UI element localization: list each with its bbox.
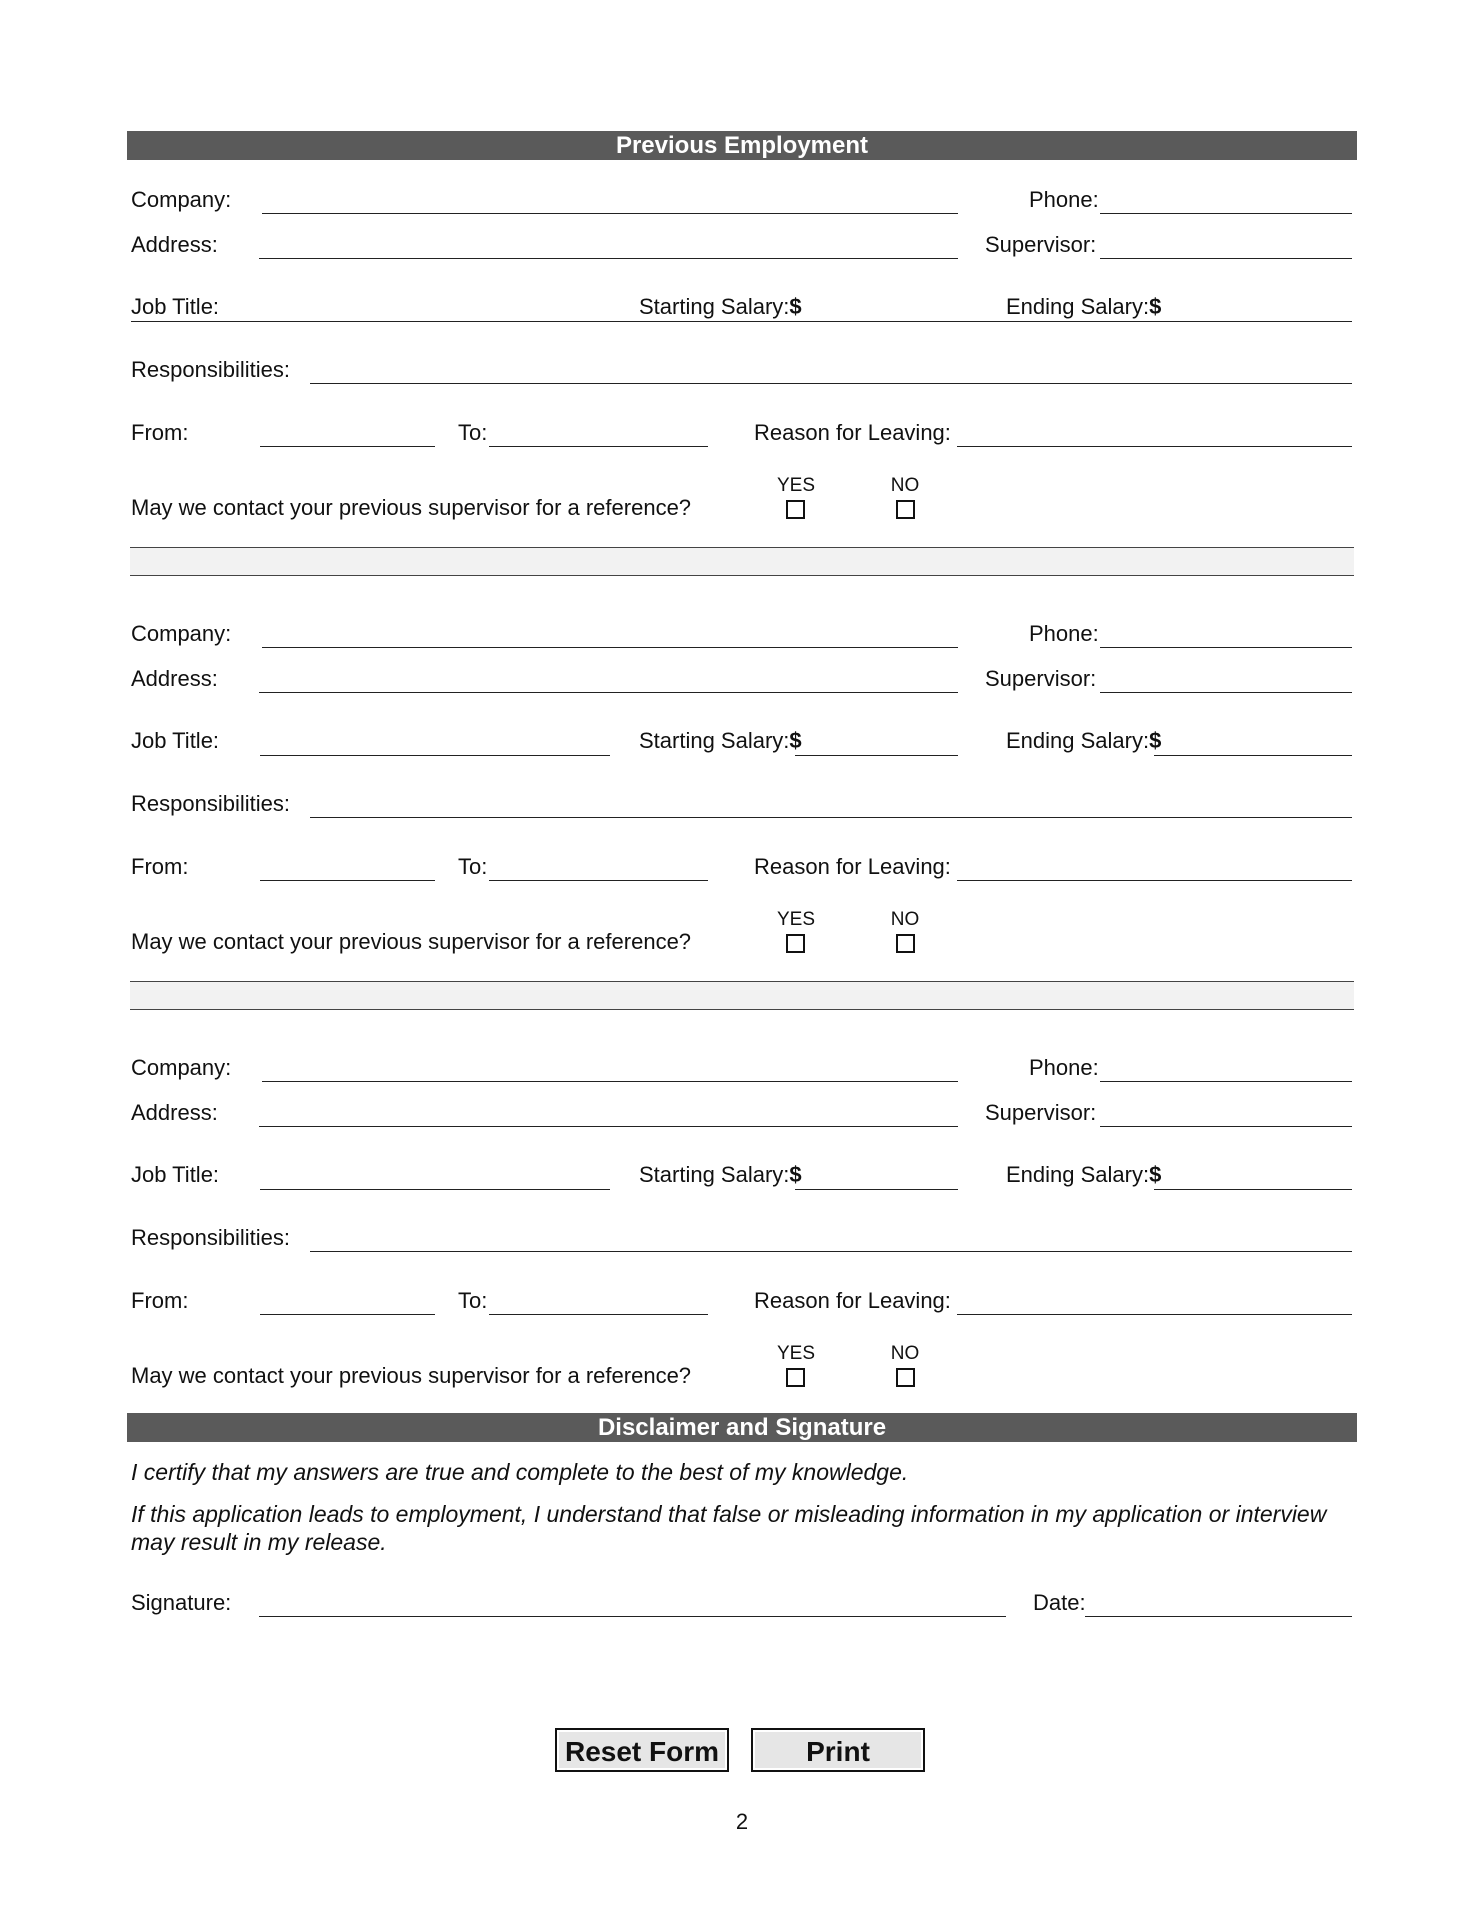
no-label: NO: [890, 475, 920, 496]
date-field[interactable]: [1085, 1616, 1352, 1617]
yes-label: YES: [776, 1343, 816, 1364]
reason-for-leaving-label: Reason for Leaving:: [754, 854, 951, 879]
signature-label: Signature:: [131, 1590, 232, 1615]
print-button[interactable]: Print: [751, 1728, 925, 1772]
ending-salary-label: Ending Salary:$: [1006, 728, 1162, 753]
ending-salary-label: Ending Salary:$: [1006, 294, 1162, 319]
responsibilities-label: Responsibilities:: [131, 1225, 290, 1250]
from-label: From:: [131, 854, 189, 879]
supervisor-label: Supervisor:: [985, 666, 1097, 691]
responsibilities-field[interactable]: [310, 383, 1352, 384]
currency-symbol: $: [1149, 294, 1162, 319]
currency-symbol: $: [789, 1162, 802, 1187]
reason-for-leaving-field[interactable]: [957, 1314, 1352, 1315]
reference-no-checkbox[interactable]: [896, 500, 915, 519]
to-label: To:: [458, 420, 488, 445]
date-label: Date:: [1033, 1590, 1086, 1615]
address-label: Address:: [131, 232, 218, 257]
from-date-field[interactable]: [260, 880, 435, 881]
ending-salary-field[interactable]: [1154, 755, 1352, 756]
reference-question: May we contact your previous supervisor for a reference?: [131, 1363, 692, 1388]
reason-for-leaving-field[interactable]: [957, 880, 1352, 881]
job-title-label: Job Title:: [131, 1162, 220, 1187]
starting-salary-field[interactable]: [795, 755, 958, 756]
no-label: NO: [890, 909, 920, 930]
section-header-disclaimer: Disclaimer and Signature: [127, 1413, 1357, 1442]
company-field[interactable]: [262, 213, 958, 214]
reason-for-leaving-label: Reason for Leaving:: [754, 1288, 951, 1313]
to-date-field[interactable]: [489, 446, 708, 447]
starting-salary-label: Starting Salary:$: [639, 728, 802, 753]
responsibilities-label: Responsibilities:: [131, 357, 290, 382]
no-label: NO: [890, 1343, 920, 1364]
job-title-label: Job Title:: [131, 294, 220, 319]
section-separator: [130, 981, 1354, 1010]
job-title-label: Job Title:: [131, 728, 220, 753]
company-label: Company:: [131, 187, 232, 212]
supervisor-field[interactable]: [1100, 1126, 1352, 1127]
address-field[interactable]: [259, 258, 958, 259]
currency-symbol: $: [789, 294, 802, 319]
reference-question: May we contact your previous supervisor for a reference?: [131, 495, 692, 520]
company-field[interactable]: [262, 1081, 958, 1082]
reference-no-checkbox[interactable]: [896, 934, 915, 953]
job-title-field[interactable]: [131, 321, 1352, 322]
address-label: Address:: [131, 1100, 218, 1125]
phone-label: Phone:: [1029, 621, 1099, 646]
supervisor-label: Supervisor:: [985, 232, 1097, 257]
job-title-field[interactable]: [260, 755, 610, 756]
reset-form-button[interactable]: Reset Form: [555, 1728, 729, 1772]
from-date-field[interactable]: [260, 446, 435, 447]
supervisor-field[interactable]: [1100, 692, 1352, 693]
ending-salary-label: Ending Salary:$: [1006, 1162, 1162, 1187]
phone-label: Phone:: [1029, 187, 1099, 212]
page-number: 2: [735, 1809, 749, 1834]
starting-salary-label: Starting Salary:$: [639, 294, 802, 319]
address-label: Address:: [131, 666, 218, 691]
to-date-field[interactable]: [489, 1314, 708, 1315]
reference-no-checkbox[interactable]: [896, 1368, 915, 1387]
reason-for-leaving-label: Reason for Leaving:: [754, 420, 951, 445]
certification-text: I certify that my answers are true and complete to the best of my knowledge.: [131, 1459, 909, 1485]
release-text: If this application leads to employment, I understand that false or misleading information in my application or interview may result in my release.: [131, 1501, 1327, 1555]
from-label: From:: [131, 420, 189, 445]
company-label: Company:: [131, 621, 232, 646]
from-date-field[interactable]: [260, 1314, 435, 1315]
starting-salary-label: Starting Salary:$: [639, 1162, 802, 1187]
company-label: Company:: [131, 1055, 232, 1080]
responsibilities-label: Responsibilities:: [131, 791, 290, 816]
currency-symbol: $: [1149, 728, 1162, 753]
responsibilities-field[interactable]: [310, 817, 1352, 818]
job-title-field[interactable]: [260, 1189, 610, 1190]
starting-salary-field[interactable]: [795, 1189, 958, 1190]
currency-symbol: $: [789, 728, 802, 753]
reference-question: May we contact your previous supervisor for a reference?: [131, 929, 692, 954]
signature-field[interactable]: [259, 1616, 1006, 1617]
address-field[interactable]: [259, 692, 958, 693]
phone-field[interactable]: [1100, 1081, 1352, 1082]
currency-symbol: $: [1149, 1162, 1162, 1187]
reference-yes-checkbox[interactable]: [786, 1368, 805, 1387]
phone-field[interactable]: [1100, 213, 1352, 214]
address-field[interactable]: [259, 1126, 958, 1127]
supervisor-label: Supervisor:: [985, 1100, 1097, 1125]
to-date-field[interactable]: [489, 880, 708, 881]
to-label: To:: [458, 854, 488, 879]
yes-label: YES: [776, 475, 816, 496]
company-field[interactable]: [262, 647, 958, 648]
supervisor-field[interactable]: [1100, 258, 1352, 259]
to-label: To:: [458, 1288, 488, 1313]
from-label: From:: [131, 1288, 189, 1313]
reason-for-leaving-field[interactable]: [957, 446, 1352, 447]
section-header-previous-employment: Previous Employment: [127, 131, 1357, 160]
section-separator: [130, 547, 1354, 576]
phone-label: Phone:: [1029, 1055, 1099, 1080]
responsibilities-field[interactable]: [310, 1251, 1352, 1252]
phone-field[interactable]: [1100, 647, 1352, 648]
yes-label: YES: [776, 909, 816, 930]
reference-yes-checkbox[interactable]: [786, 500, 805, 519]
reference-yes-checkbox[interactable]: [786, 934, 805, 953]
ending-salary-field[interactable]: [1154, 1189, 1352, 1190]
